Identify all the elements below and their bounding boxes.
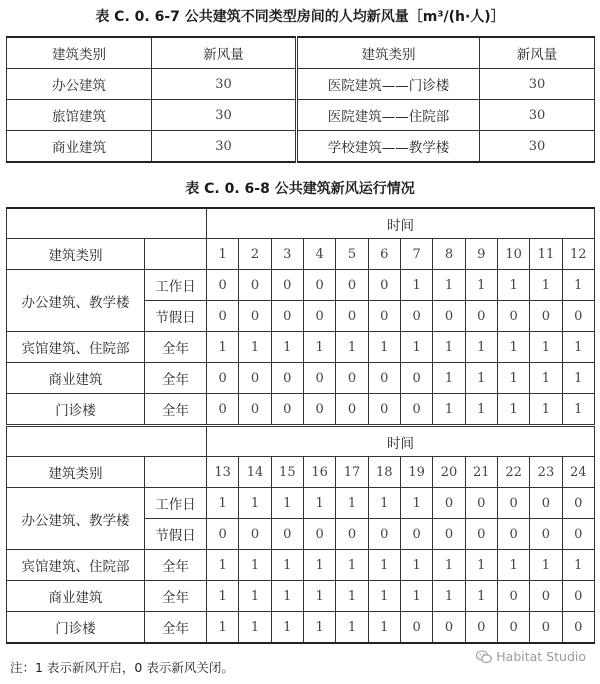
schedule-value-cell: 0 (400, 363, 432, 394)
schedule-value-cell: 0 (433, 301, 465, 332)
schedule-value-cell: 0 (465, 488, 497, 519)
schedule-value-cell: 1 (530, 550, 562, 581)
hour-header: 8 (433, 239, 465, 270)
schedule-value-cell: 1 (433, 550, 465, 581)
schedule-value-cell: 1 (562, 270, 594, 301)
table-cell: 30 (480, 69, 595, 100)
schedule-value-cell: 1 (303, 612, 335, 644)
schedule-value-cell: 0 (400, 519, 432, 550)
table-cell: 学校建筑——教学楼 (297, 131, 480, 163)
schedule-value-cell: 0 (530, 612, 562, 644)
schedule-value-cell: 1 (271, 550, 303, 581)
period-cell: 全年 (145, 332, 207, 363)
empty-header-cell (7, 208, 207, 239)
hour-header: 4 (303, 239, 335, 270)
hour-header: 7 (400, 239, 432, 270)
schedule-value-cell: 1 (207, 332, 239, 363)
hour-header: 6 (368, 239, 400, 270)
schedule-value-cell: 0 (368, 270, 400, 301)
period-cell: 全年 (145, 581, 207, 612)
schedule-value-cell: 1 (368, 581, 400, 612)
schedule-value-cell: 0 (303, 394, 335, 426)
schedule-value-cell: 1 (465, 332, 497, 363)
schedule-value-cell: 0 (303, 301, 335, 332)
schedule-value-cell: 0 (562, 612, 594, 644)
time-header-row (7, 208, 595, 239)
table-cell: 30 (152, 131, 297, 163)
schedule-value-cell: 1 (497, 270, 529, 301)
schedule-value-cell: 1 (336, 612, 368, 644)
hour-header: 2 (239, 239, 271, 270)
table-cell: 30 (152, 69, 297, 100)
period-cell: 全年 (145, 550, 207, 581)
schedule-value-cell: 0 (207, 270, 239, 301)
period-cell: 工作日 (145, 488, 207, 519)
schedule-value-cell: 1 (433, 270, 465, 301)
schedule-value-cell: 1 (271, 581, 303, 612)
hour-header: 18 (368, 457, 400, 488)
period-header (145, 239, 207, 270)
schedule-value-cell: 0 (433, 519, 465, 550)
table-row (7, 69, 595, 100)
schedule-value-cell: 1 (303, 332, 335, 363)
schedule-value-cell: 0 (271, 363, 303, 394)
schedule-value-cell: 0 (336, 394, 368, 426)
schedule-value-cell: 0 (271, 519, 303, 550)
schedule-value-cell: 0 (497, 581, 529, 612)
schedule-value-cell: 1 (400, 581, 432, 612)
schedule-value-cell: 1 (433, 332, 465, 363)
schedule-value-cell: 1 (530, 394, 562, 426)
table1-caption: 表 C. 0. 6-7 公共建筑不同类型房间的人均新风量［m³/(h·人)］ (95, 9, 505, 25)
header-category-left: 建筑类别 (7, 37, 152, 69)
hour-header: 1 (207, 239, 239, 270)
schedule-value-cell: 0 (368, 363, 400, 394)
schedule-value-cell: 1 (497, 550, 529, 581)
schedule-value-cell: 1 (400, 270, 432, 301)
hour-header: 10 (497, 239, 529, 270)
schedule-value-cell: 0 (207, 394, 239, 426)
table-cell: 30 (480, 100, 595, 131)
period-cell: 全年 (145, 363, 207, 394)
hour-header: 14 (239, 457, 271, 488)
schedule-value-cell: 0 (271, 394, 303, 426)
schedule-value-cell: 0 (465, 612, 497, 644)
watermark-text: Habitat Studio (496, 649, 586, 664)
table-row (7, 131, 595, 163)
schedule-value-cell: 1 (239, 612, 271, 644)
schedule-value-cell: 1 (562, 394, 594, 426)
schedule-value-cell: 0 (207, 519, 239, 550)
category-cell: 办公建筑、教学楼 (7, 488, 145, 550)
schedule-value-cell: 1 (271, 612, 303, 644)
header-volume-right: 新风量 (480, 37, 595, 69)
watermark (476, 649, 586, 664)
hour-header: 24 (562, 457, 594, 488)
schedule-value-cell: 1 (562, 550, 594, 581)
category-cell: 宾馆建筑、住院部 (7, 550, 145, 581)
schedule-value-cell: 0 (368, 301, 400, 332)
schedule-value-cell: 1 (239, 332, 271, 363)
table-row (7, 270, 595, 301)
period-cell: 全年 (145, 394, 207, 426)
category-cell: 门诊楼 (7, 394, 145, 426)
hour-header: 5 (336, 239, 368, 270)
schedule-value-cell: 0 (207, 301, 239, 332)
schedule-value-cell: 0 (239, 270, 271, 301)
schedule-value-cell: 0 (530, 488, 562, 519)
schedule-value-cell: 1 (562, 363, 594, 394)
table-cell: 30 (480, 131, 595, 163)
category-header: 建筑类别 (7, 239, 145, 270)
schedule-value-cell: 1 (433, 581, 465, 612)
hour-header: 21 (465, 457, 497, 488)
schedule-value-cell: 0 (303, 519, 335, 550)
schedule-value-cell: 0 (562, 301, 594, 332)
table-row (7, 488, 595, 519)
schedule-value-cell: 0 (368, 519, 400, 550)
schedule-value-cell: 1 (271, 488, 303, 519)
table-row (7, 332, 595, 363)
period-header (145, 457, 207, 488)
table-header-row (7, 37, 595, 69)
schedule-value-cell: 0 (562, 488, 594, 519)
schedule-value-cell: 1 (336, 332, 368, 363)
schedule-value-cell: 0 (433, 488, 465, 519)
schedule-value-cell: 0 (239, 363, 271, 394)
schedule-value-cell: 1 (207, 612, 239, 644)
hour-header: 17 (336, 457, 368, 488)
hour-header: 9 (465, 239, 497, 270)
schedule-value-cell: 1 (562, 332, 594, 363)
schedule-value-cell: 0 (368, 394, 400, 426)
time-label: 时间 (207, 208, 595, 239)
table2-caption: 表 C. 0. 6-8 公共建筑新风运行情况 (185, 181, 415, 197)
table-cell: 医院建筑——门诊楼 (297, 69, 480, 100)
table-row (7, 394, 595, 426)
schedule-value-cell: 1 (239, 488, 271, 519)
schedule-value-cell: 0 (239, 394, 271, 426)
schedule-value-cell: 1 (400, 488, 432, 519)
hour-header: 23 (530, 457, 562, 488)
empty-header-cell (7, 426, 207, 457)
schedule-value-cell: 1 (303, 488, 335, 519)
table-row (7, 550, 595, 581)
table-cell: 办公建筑 (7, 69, 152, 100)
schedule-value-cell: 0 (303, 270, 335, 301)
period-cell: 节假日 (145, 301, 207, 332)
hours-header-row (7, 457, 595, 488)
schedule-value-cell: 1 (368, 488, 400, 519)
schedule-value-cell: 0 (271, 301, 303, 332)
schedule-value-cell: 1 (497, 363, 529, 394)
schedule-value-cell: 0 (336, 270, 368, 301)
schedule-value-cell: 0 (497, 519, 529, 550)
schedule-value-cell: 0 (400, 301, 432, 332)
schedule-value-cell: 1 (465, 581, 497, 612)
period-cell: 全年 (145, 612, 207, 644)
hour-header: 3 (271, 239, 303, 270)
schedule-value-cell: 0 (530, 581, 562, 612)
schedule-value-cell: 0 (400, 394, 432, 426)
schedule-value-cell: 0 (271, 270, 303, 301)
schedule-value-cell: 1 (433, 394, 465, 426)
table-cell: 医院建筑——住院部 (297, 100, 480, 131)
table-cell: 商业建筑 (7, 131, 152, 163)
category-cell: 商业建筑 (7, 363, 145, 394)
schedule-value-cell: 1 (530, 270, 562, 301)
hour-header: 15 (271, 457, 303, 488)
schedule-value-cell: 1 (497, 332, 529, 363)
schedule-value-cell: 1 (465, 363, 497, 394)
schedule-value-cell: 1 (239, 581, 271, 612)
schedule-value-cell: 1 (336, 488, 368, 519)
schedule-value-cell: 1 (207, 581, 239, 612)
schedule-value-cell: 1 (368, 550, 400, 581)
schedule-value-cell: 0 (465, 301, 497, 332)
hour-header: 19 (400, 457, 432, 488)
hour-header: 13 (207, 457, 239, 488)
schedule-value-cell: 0 (562, 581, 594, 612)
schedule-value-cell: 1 (368, 612, 400, 644)
schedule-value-cell: 0 (497, 488, 529, 519)
schedule-value-cell: 0 (497, 612, 529, 644)
category-cell: 宾馆建筑、住院部 (7, 332, 145, 363)
schedule-value-cell: 0 (400, 612, 432, 644)
schedule-value-cell: 1 (207, 550, 239, 581)
table-cell: 旅馆建筑 (7, 100, 152, 131)
schedule-value-cell: 0 (530, 519, 562, 550)
schedule-value-cell: 1 (400, 332, 432, 363)
schedule-value-cell: 0 (239, 301, 271, 332)
header-category-right: 建筑类别 (297, 37, 480, 69)
schedule-value-cell: 1 (530, 363, 562, 394)
schedule-value-cell: 0 (207, 363, 239, 394)
schedule-value-cell: 1 (271, 332, 303, 363)
schedule-value-cell: 0 (433, 612, 465, 644)
hour-header: 12 (562, 239, 594, 270)
hour-header: 22 (497, 457, 529, 488)
schedule-value-cell: 0 (336, 301, 368, 332)
schedule-value-cell: 1 (239, 550, 271, 581)
table-row (7, 100, 595, 131)
hour-header: 11 (530, 239, 562, 270)
schedule-value-cell: 1 (303, 581, 335, 612)
schedule-value-cell: 0 (336, 519, 368, 550)
category-header: 建筑类别 (7, 457, 145, 488)
schedule-value-cell: 0 (497, 301, 529, 332)
table-row (7, 363, 595, 394)
table-row (7, 581, 595, 612)
category-cell: 门诊楼 (7, 612, 145, 644)
schedule-value-cell: 0 (530, 301, 562, 332)
hour-header: 16 (303, 457, 335, 488)
schedule-value-cell: 1 (207, 488, 239, 519)
schedule-value-cell: 0 (303, 363, 335, 394)
schedule-value-cell: 1 (530, 332, 562, 363)
schedule-value-cell: 1 (497, 394, 529, 426)
time-label: 时间 (207, 426, 595, 457)
wechat-icon (476, 650, 492, 664)
schedule-value-cell: 1 (400, 550, 432, 581)
schedule-value-cell: 1 (336, 581, 368, 612)
schedule-value-cell: 1 (368, 332, 400, 363)
category-cell: 商业建筑 (7, 581, 145, 612)
schedule-value-cell: 1 (465, 550, 497, 581)
category-cell: 办公建筑、教学楼 (7, 270, 145, 332)
time-header-row (7, 426, 595, 457)
period-cell: 节假日 (145, 519, 207, 550)
schedule-value-cell: 1 (465, 394, 497, 426)
schedule-value-cell: 1 (336, 550, 368, 581)
schedule-value-cell: 1 (433, 363, 465, 394)
schedule-value-cell: 0 (336, 363, 368, 394)
table-cell: 30 (152, 100, 297, 131)
header-volume-left: 新风量 (152, 37, 297, 69)
hours-header-row (7, 239, 595, 270)
table-note: 注：1 表示新风开启，0 表示新风关闭。 (10, 660, 234, 675)
schedule-value-cell: 0 (239, 519, 271, 550)
table-row (7, 612, 595, 644)
fresh-air-volume-table (6, 36, 595, 163)
schedule-value-cell: 1 (303, 550, 335, 581)
schedule-value-cell: 0 (562, 519, 594, 550)
period-cell: 工作日 (145, 270, 207, 301)
fresh-air-schedule-table (6, 207, 595, 644)
schedule-value-cell: 1 (465, 270, 497, 301)
hour-header: 20 (433, 457, 465, 488)
schedule-value-cell: 0 (465, 519, 497, 550)
